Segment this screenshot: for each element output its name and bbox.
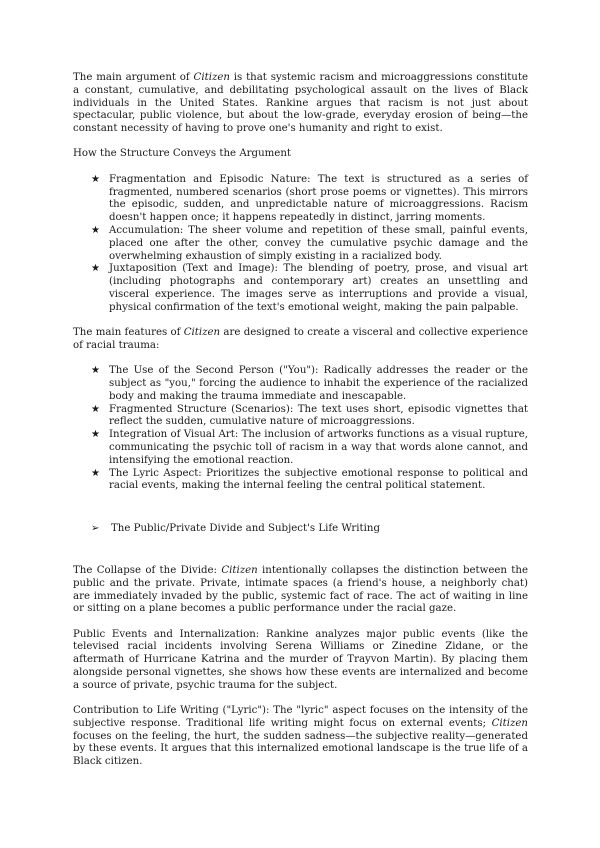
list-item: ★ Juxtaposition (Text and Image): The blending of poetry, prose, and visual art (including photographs and contemporary art) creates an unsettling and visceral experience. The images serve as interruptions and provide a visual, physical confirmation of the text's emotional weight, making the pain palpable. bbox=[91, 263, 528, 313]
star-bullet-icon: ★ bbox=[91, 365, 100, 377]
structure-heading: How the Structure Conveys the Argument bbox=[73, 148, 291, 160]
star-bullet-icon: ★ bbox=[91, 467, 100, 479]
list-item: ★ Fragmented Structure (Scenarios): The text uses short, episodic vignettes that reflect the sudden, cumulative nature of microaggressions. bbox=[91, 403, 528, 428]
document-page bbox=[73, 72, 528, 769]
features-list bbox=[73, 365, 528, 493]
star-bullet-icon: ★ bbox=[91, 173, 100, 185]
list-item: ★ The Use of the Second Person ("You"): Radically addresses the reader or the subject as "you," forcing the audience to inhabit the experience of the racialized body and making the trauma immediate and inescapable. bbox=[91, 365, 528, 402]
features-intro-paragraph: The main features of Citizen are designed to create a visceral and collective experience of racial trauma: bbox=[73, 327, 529, 351]
list-item: ★ Integration of Visual Art: The inclusion of artworks functions as a visual rupture, communicating the psychic toll of racism in a way that words alone cannot, and intensifying the emotional reaction. bbox=[91, 429, 528, 466]
collapse-paragraph: The Collapse of the Divide: Citizen intentionally collapses the distinction between the public and the private. Private, intimate spaces (a friend's house, a neighborly chat) are immediately invaded by the public, systemic fact of race. The act of waiting in line or sitting on a plane becomes a public performance under the racial gaze. bbox=[73, 564, 528, 615]
contribution-paragraph: Contribution to Life Writing ("Lyric"): The "lyric" aspect focuses on the intensity of the subjective response. Traditional life writing might focus on external events; Citizen focuses on the feeling, the hurt, the sudden sadness—the subjective reality—generated by these events. It argues that this internalized emotional landscape is the true life of a Black citizen. bbox=[73, 705, 528, 768]
star-bullet-icon: ★ bbox=[91, 224, 100, 236]
book-title: Citizen bbox=[193, 72, 230, 83]
star-bullet-icon: ★ bbox=[91, 263, 100, 275]
list-item: ★ Fragmentation and Episodic Nature: The text is structured as a series of fragmented, numbered scenarios (short prose poems or vignettes). This mirrors the episodic, sudden, and unpredictable nature of microaggressions. Racism doesn't happen once; it happens repeatedly in distinct, jarring moments. bbox=[91, 173, 528, 224]
list-item: ★ Accumulation: The sheer volume and repetition of these small, painful events, placed one after the other, convey the cumulative psychic damage and the overwhelming exhaustion of simply existing in a racialized body. bbox=[91, 224, 528, 262]
section-heading: ➢ The Public/Private Divide and Subject's Life Writing bbox=[91, 523, 380, 535]
list-item: ★ The Lyric Aspect: Prioritizes the subjective emotional response to political and racial events, making the internal feeling the central political statement. bbox=[91, 467, 528, 492]
book-title: Citizen bbox=[491, 717, 528, 729]
public-events-paragraph: Public Events and Internalization: Rankine analyzes major public events (like the televised racial incidents involving Serena Williams or Zinedine Zidane, or the aftermath of Hurricane Katrina and the murder of Trayvon Martin). By placing them alongside personal vignettes, she shows how these events are internalized and become a source of private, psychic trauma for the subject. bbox=[73, 628, 528, 691]
intro-paragraph: The main argument of Citizen is that systemic racism and microaggressions constitute a constant, cumulative, and debilitating psychological assault on the lives of Black individuals in the United States. Rankine argues that racism is not just about spectacular, public violence, but about the low-grade, everyday erosion of being—the constant necessity of having to prove one's humanity and right to exist. bbox=[73, 72, 528, 135]
book-title: Citizen bbox=[221, 564, 258, 576]
star-bullet-icon: ★ bbox=[91, 429, 100, 441]
book-title: Citizen bbox=[183, 327, 221, 339]
structure-list bbox=[73, 174, 528, 315]
star-bullet-icon: ★ bbox=[91, 403, 100, 415]
arrow-bullet-icon: ➢ bbox=[91, 523, 100, 535]
